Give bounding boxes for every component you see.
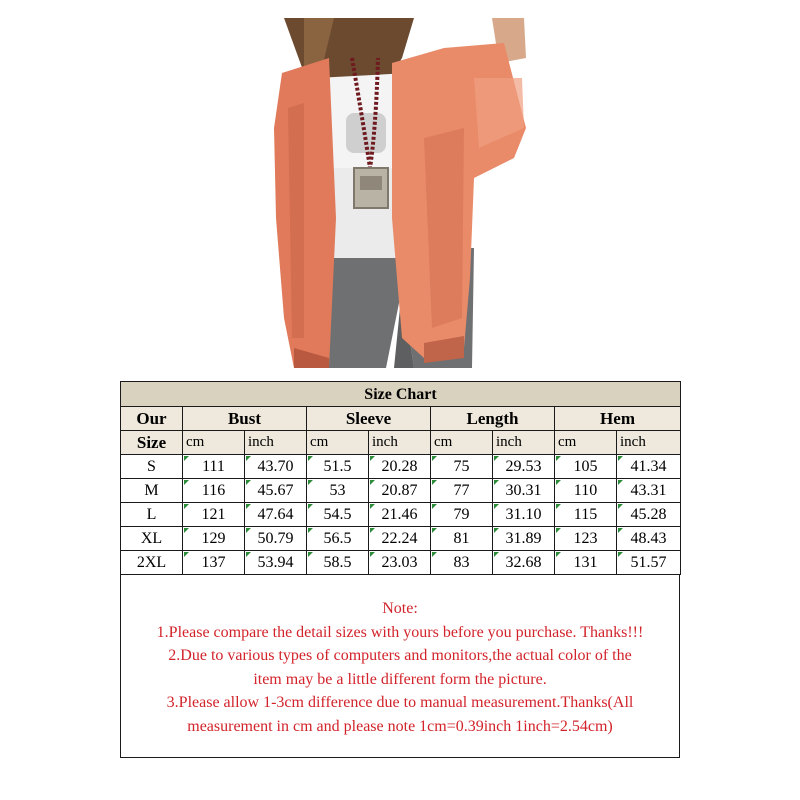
unit-cm: cm (431, 431, 493, 455)
table-row (121, 455, 681, 479)
table-cell: 54.5 (307, 503, 369, 527)
table-cell: 32.68 (493, 551, 555, 575)
table-cell: 131 (555, 551, 617, 575)
table-cell: 43.70 (245, 455, 307, 479)
table-cell: 31.10 (493, 503, 555, 527)
table-cell: 41.34 (617, 455, 681, 479)
table-cell: 77 (431, 479, 493, 503)
cardigan-left-shape (274, 58, 336, 368)
table-cell: 105 (555, 455, 617, 479)
size-chart-table (120, 381, 681, 575)
table-cell: 75 (431, 455, 493, 479)
note-line: 2.Due to various types of computers and monitors,the actual color of the (168, 647, 632, 664)
header-sleeve: Sleeve (307, 407, 431, 431)
table-cell: 53 (307, 479, 369, 503)
note-box (120, 574, 680, 758)
size-chart-title-row (121, 382, 681, 407)
unit-cm: cm (183, 431, 245, 455)
table-cell: 121 (183, 503, 245, 527)
table-cell: 129 (183, 527, 245, 551)
table-cell: 22.24 (369, 527, 431, 551)
header-hem: Hem (555, 407, 681, 431)
table-cell: 110 (555, 479, 617, 503)
table-cell: 58.5 (307, 551, 369, 575)
unit-cm: cm (555, 431, 617, 455)
size-label: M (121, 479, 183, 503)
table-cell: 79 (431, 503, 493, 527)
size-label: L (121, 503, 183, 527)
table-row (121, 479, 681, 503)
table-row (121, 503, 681, 527)
product-photo (274, 18, 529, 368)
unit-inch: inch (617, 431, 681, 455)
table-cell: 43.31 (617, 479, 681, 503)
table-cell: 48.43 (617, 527, 681, 551)
measurement-header-row (121, 407, 681, 431)
table-cell: 20.28 (369, 455, 431, 479)
unit-inch: inch (493, 431, 555, 455)
table-cell: 123 (555, 527, 617, 551)
table-cell: 111 (183, 455, 245, 479)
table-cell: 115 (555, 503, 617, 527)
note-line: 1.Please compare the detail sizes with yours before you purchase. Thanks!!! (156, 623, 644, 641)
table-row (121, 551, 681, 575)
note-line: measurement in cm and please note 1cm=0.39inch 1inch=2.54cm) (187, 717, 613, 735)
table-cell: 81 (431, 527, 493, 551)
size-header-bottom: Size (121, 431, 183, 455)
table-row (121, 527, 681, 551)
table-cell: 30.31 (493, 479, 555, 503)
table-cell: 51.57 (617, 551, 681, 575)
unit-inch: inch (369, 431, 431, 455)
unit-inch: inch (245, 431, 307, 455)
note-line: 3.Please allow 1-3cm difference due to manual measurement.Thanks(All (166, 694, 634, 711)
table-cell: 23.03 (369, 551, 431, 575)
header-bust: Bust (183, 407, 307, 431)
cardigan-model-illustration (274, 18, 529, 368)
size-label: S (121, 455, 183, 479)
note-heading: Note: (382, 600, 418, 617)
size-chart-title: Size Chart (121, 382, 681, 407)
table-cell: 53.94 (245, 551, 307, 575)
table-cell: 137 (183, 551, 245, 575)
size-label: 2XL (121, 551, 183, 575)
table-cell: 51.5 (307, 455, 369, 479)
unit-header-row (121, 431, 681, 455)
table-cell: 21.46 (369, 503, 431, 527)
size-label: XL (121, 527, 183, 551)
unit-cm: cm (307, 431, 369, 455)
size-header-top: Our (121, 407, 183, 431)
table-cell: 116 (183, 479, 245, 503)
note-line: item may be a little different form the picture. (253, 670, 547, 688)
table-cell: 20.87 (369, 479, 431, 503)
table-cell: 50.79 (245, 527, 307, 551)
header-length: Length (431, 407, 555, 431)
table-cell: 47.64 (245, 503, 307, 527)
table-cell: 31.89 (493, 527, 555, 551)
table-cell: 29.53 (493, 455, 555, 479)
table-cell: 56.5 (307, 527, 369, 551)
table-cell: 45.28 (617, 503, 681, 527)
table-cell: 83 (431, 551, 493, 575)
table-cell: 45.67 (245, 479, 307, 503)
